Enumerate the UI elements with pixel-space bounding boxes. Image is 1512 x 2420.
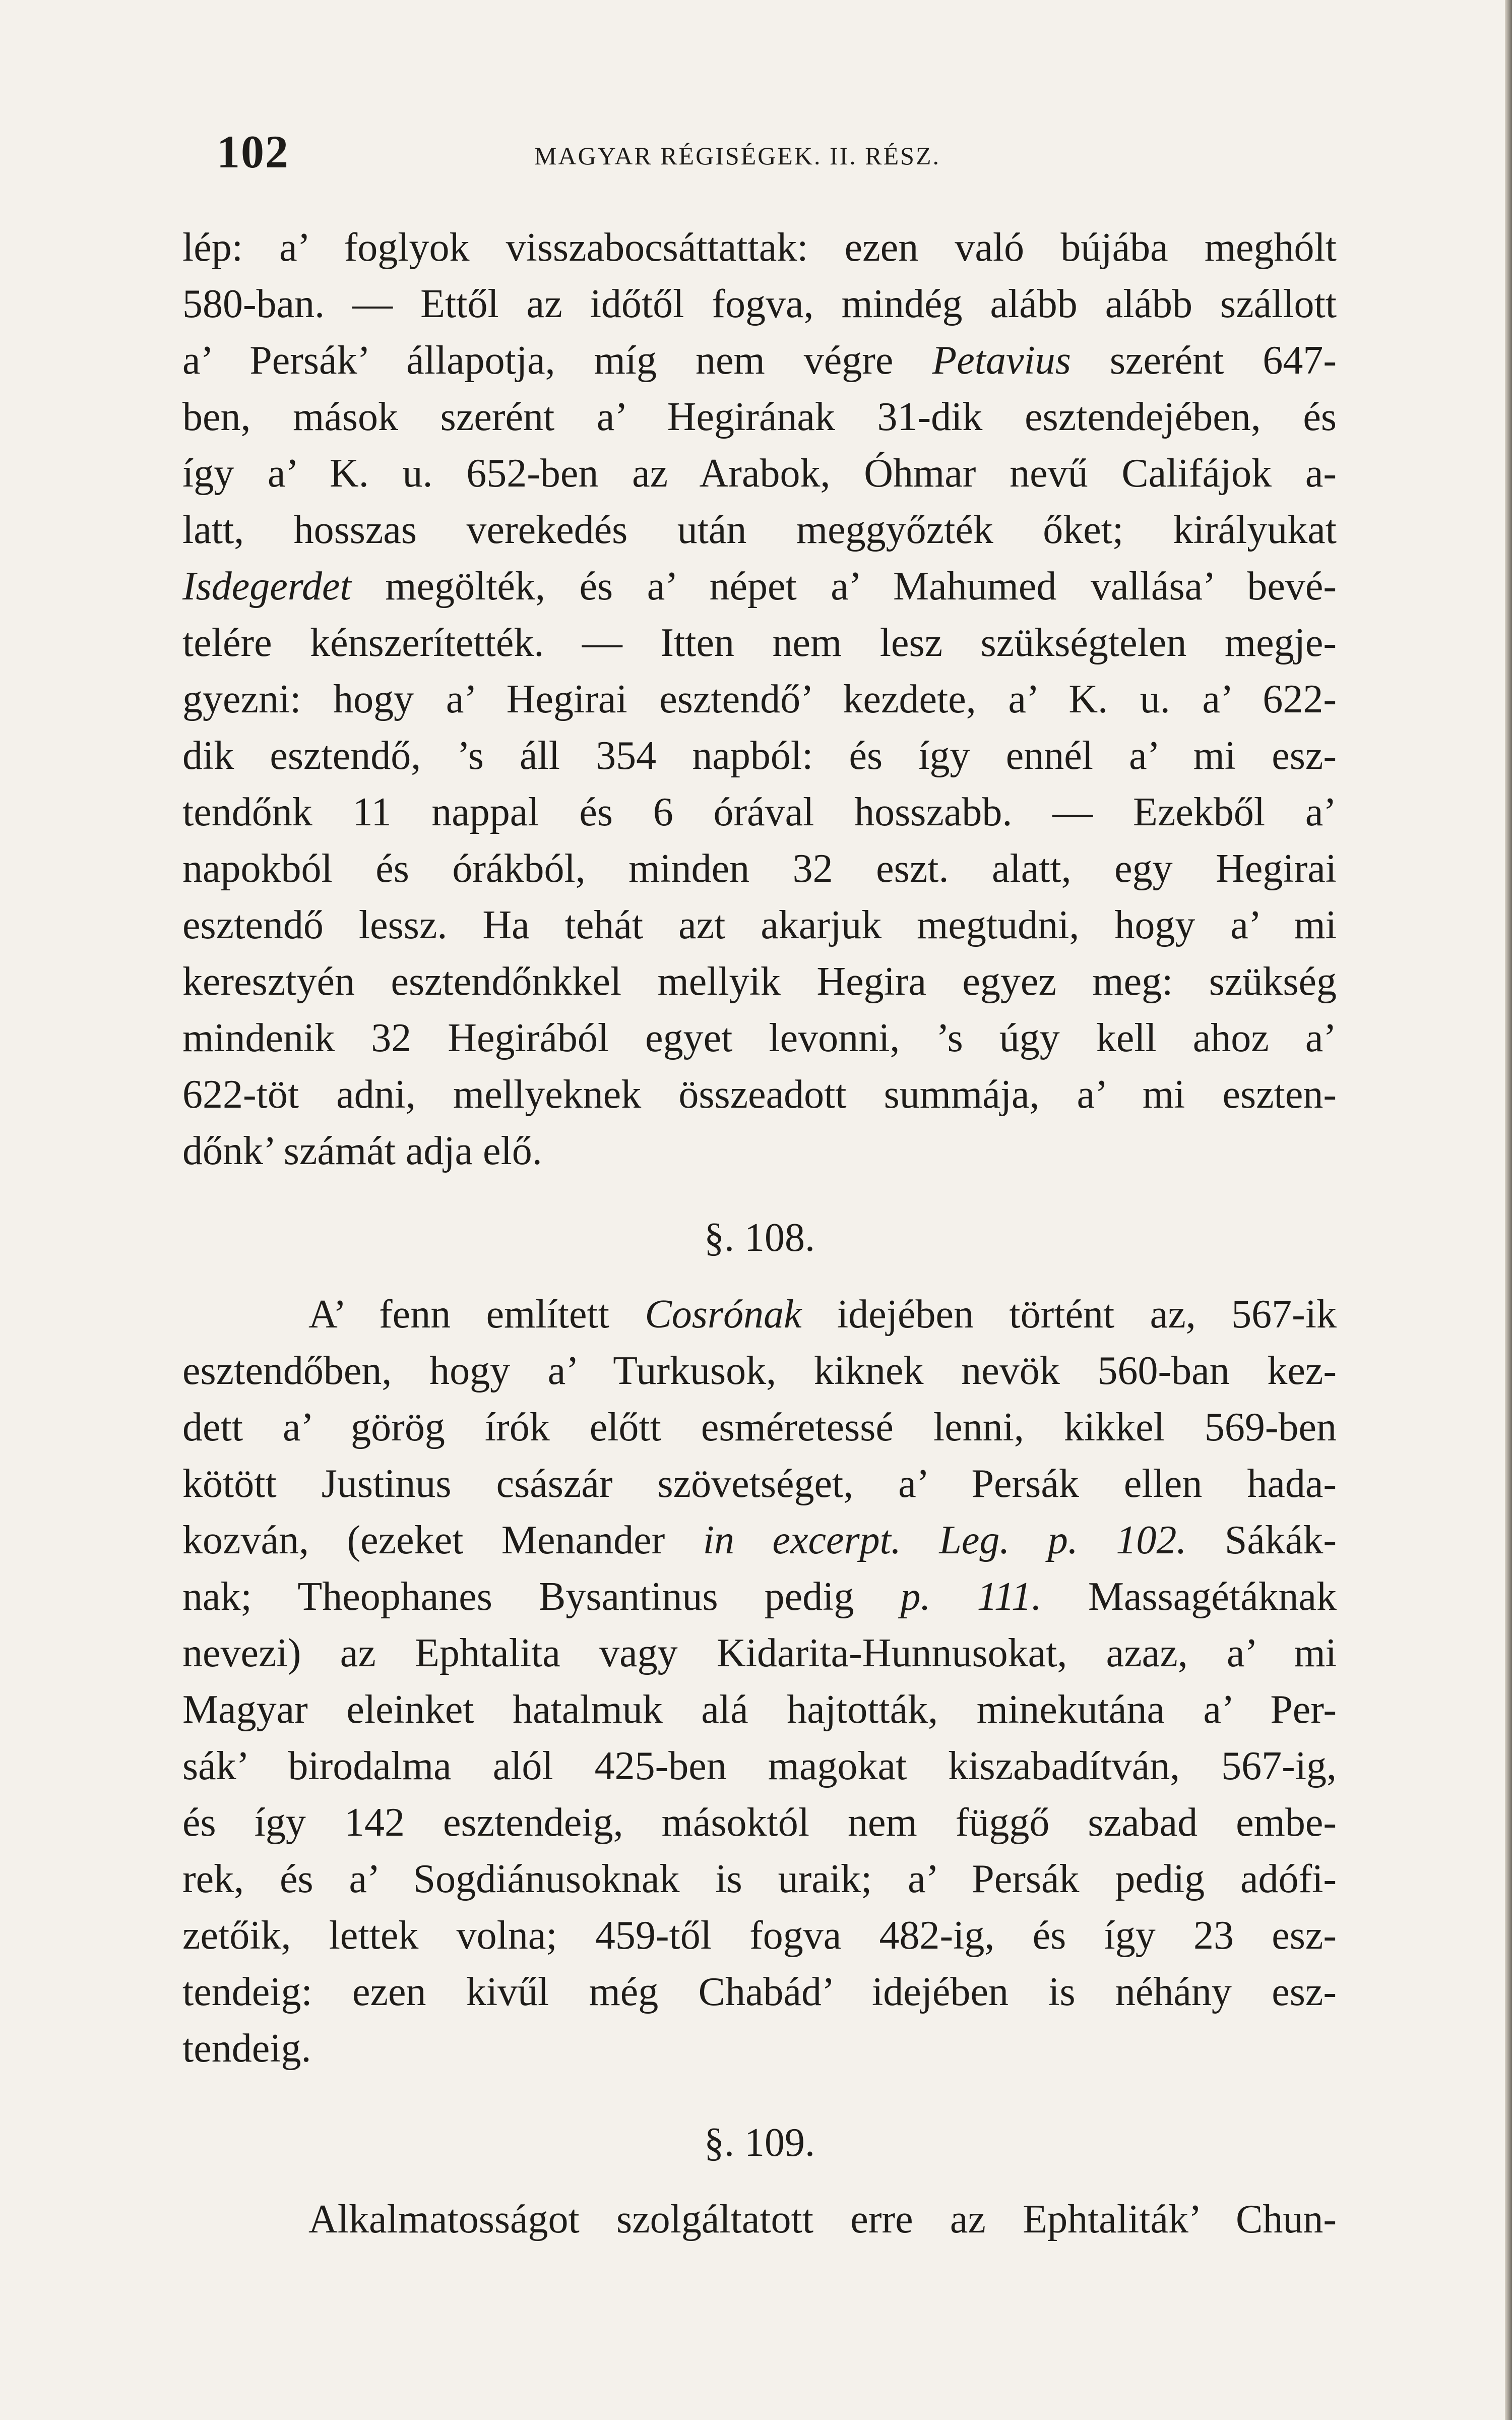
- text-line: [182, 558, 1337, 615]
- running-head: MAGYAR RÉGISÉGEK. II. RÉSZ.: [534, 142, 940, 170]
- text-line: tendeig: ezen kivűl még Chabád’ idejében is néhány esz-: [182, 1970, 1337, 2014]
- text-run: idejében történt az, 567-ik: [801, 1292, 1337, 1337]
- text-line: rek, és a’ Sogdiánusoknak is uraik; a’ Persák pedig adófi-: [182, 1857, 1337, 1901]
- text-line: telére kénszerítették. — Itten nem lesz szükségtelen megje-: [182, 621, 1337, 665]
- text-run: Sákák-: [1186, 1518, 1337, 1562]
- section-heading-109: §. 109.: [704, 2121, 815, 2165]
- italic-name: Petavius: [932, 338, 1071, 383]
- text-line: keresztyén esztendőnkkel mellyik Hegira egyez meg: szükség: [182, 959, 1337, 1004]
- text-line: mindenik 32 Hegirából egyet levonni, ’s úgy kell ahoz a’: [182, 1016, 1337, 1060]
- text-line: Alkalmatosságot szolgáltatott erre az Ephtaliták’ Chun-: [308, 2197, 1337, 2242]
- text-run: megölték, és a’ népet a’ Mahumed vallása’ bevé-: [351, 564, 1337, 609]
- section-heading-108: §. 108.: [704, 1216, 815, 1260]
- text-line: [182, 1568, 1337, 1625]
- text-line: gyezni: hogy a’ Hegirai esztendő’ kezdete, a’ K. u. a’ 622-: [182, 677, 1337, 721]
- text-line: [182, 332, 1337, 389]
- text-line: 580-ban. — Ettől az időtől fogva, mindég alább alább szállott: [182, 282, 1337, 326]
- text-line: kötött Justinus császár szövetséget, a’ Persák ellen hada-: [182, 1462, 1337, 1506]
- text-line: tendőnk 11 nappal és 6 órával hosszabb. — Ezekből a’: [182, 790, 1337, 834]
- italic-name: Cosrónak: [645, 1292, 802, 1337]
- text-run: nak; Theophanes Bysantinus pedig: [182, 1575, 901, 1619]
- paragraph-109: [182, 2191, 1337, 2248]
- text-run: a’ Persák’ állapotja, míg nem végre: [182, 338, 932, 383]
- text-line: esztendőben, hogy a’ Turkusok, kiknek nevök 560-ban kez-: [182, 1349, 1337, 1393]
- text-line: így a’ K. u. 652-ben az Arabok, Óhmar nevű Califájok a-: [182, 451, 1337, 496]
- text-line: és így 142 esztendeig, másoktól nem függő szabad embe-: [182, 1800, 1337, 1845]
- paragraph-1: [182, 219, 1337, 1179]
- italic-citation: in excerpt. Leg. p. 102.: [703, 1518, 1187, 1562]
- page-number: 102: [217, 126, 289, 177]
- text-line: dett a’ görög írók előtt esméretessé lenni, kikkel 569-ben: [182, 1405, 1337, 1449]
- text-line: ben, mások szerént a’ Hegirának 31-dik esztendejében, és: [182, 395, 1337, 439]
- italic-citation: p. 111.: [900, 1575, 1042, 1619]
- page-edge-shadow: [1505, 0, 1512, 2420]
- text-run: Massagétáknak: [1041, 1575, 1337, 1619]
- text-line: Magyar eleinket hatalmuk alá hajtották, minekutána a’ Per-: [182, 1687, 1337, 1732]
- text-line: lép: a’ foglyok visszabocsáttattak: ezen való bújába meghólt: [182, 225, 1337, 270]
- text-run: kozván, (ezeket Menander: [182, 1518, 703, 1562]
- text-line: zetőik, lettek volna; 459-től fogva 482-ig, és így 23 esz-: [182, 1913, 1337, 1958]
- text-run: A’ fenn említett: [308, 1292, 645, 1337]
- text-line: nevezi) az Ephtalita vagy Kidarita-Hunnusokat, azaz, a’ mi: [182, 1631, 1337, 1675]
- text-line: tendeig.: [182, 2026, 311, 2071]
- italic-name: Isdegerdet: [182, 564, 351, 609]
- text-run: szerént 647-: [1070, 338, 1337, 383]
- paragraph-108: [182, 1286, 1337, 2077]
- text-line: napokból és órákból, minden 32 eszt. alatt, egy Hegirai: [182, 846, 1337, 891]
- page-header: [171, 125, 1462, 180]
- text-line: dőnk’ számát adja elő.: [182, 1129, 542, 1173]
- body-text: [182, 219, 1337, 2248]
- text-line: sák’ birodalma alól 425-ben magokat kiszabadítván, 567-ig,: [182, 1744, 1337, 1788]
- text-line: esztendő lessz. Ha tehát azt akarjuk megtudni, hogy a’ mi: [182, 903, 1337, 947]
- text-line: [182, 1286, 1337, 1343]
- text-line: [182, 1512, 1337, 1568]
- text-line: dik esztendő, ’s áll 354 napból: és így ennél a’ mi esz-: [182, 734, 1337, 778]
- text-line: latt, hosszas verekedés után meggyőzték őket; királyukat: [182, 508, 1337, 552]
- text-line: 622-töt adni, mellyeknek összeadott summája, a’ mi eszten-: [182, 1072, 1337, 1117]
